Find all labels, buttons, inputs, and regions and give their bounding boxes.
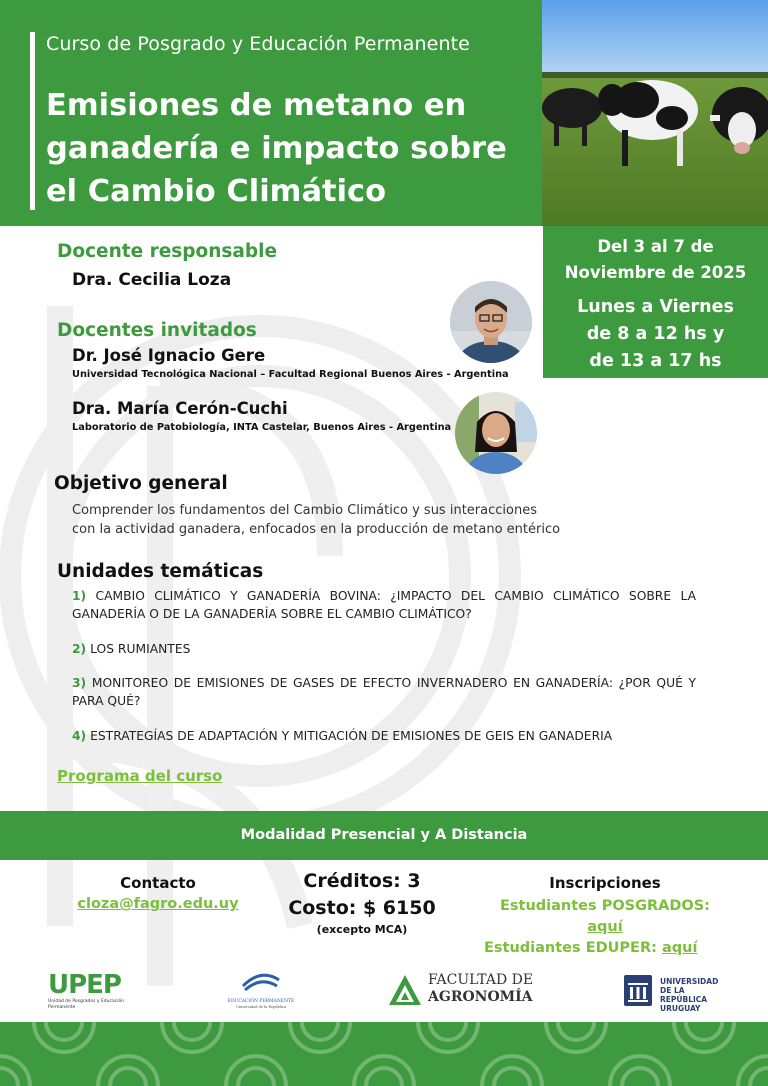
schedule-hours-2: de 13 a 17 hs — [589, 351, 722, 371]
ep-logo-text: EDUCACIÓN PERMANENTE — [227, 999, 295, 1004]
footer-pattern — [0, 1022, 768, 1086]
header-subtitle: Curso de Posgrado y Educación Permanente — [46, 33, 470, 55]
contacto-email-link[interactable]: cloza@fagro.edu.uy — [77, 896, 239, 912]
objetivo-line: Comprender los fundamentos del Cambio Climático y sus interacciones — [72, 503, 537, 518]
upep-logo-subtext: Unidad de Posgrados y Educación Permanente — [48, 999, 125, 1010]
unidad-text: MONITOREO DE EMISIONES DE GASES DE EFECTO INVERNADERO EN GANADERÍA: ¿POR QUÉ Y PARA QUÉ? — [72, 676, 696, 708]
schedule-days: Lunes a Viernes — [577, 297, 734, 317]
unidad-number: 4) — [72, 729, 87, 743]
unidad-item — [72, 640, 696, 658]
creditos-text: Créditos: 3 — [303, 870, 421, 892]
date-range: Del 3 al 7 de — [597, 237, 714, 256]
modalidad-band: Modalidad Presencial y A Distancia — [0, 811, 768, 860]
ep-logo-subtext: Universidad de la República — [235, 1005, 287, 1009]
inscripciones-section — [480, 874, 730, 959]
objetivo-line: con la actividad ganadera, enfocados en la producción de metano entérico — [72, 522, 561, 537]
fagro-line2: AGRONOMÍA — [428, 989, 533, 1005]
title-line: el Cambio Climático — [46, 174, 387, 209]
date-schedule-box — [543, 226, 768, 378]
cows-photo — [542, 0, 768, 226]
programa-link[interactable]: Programa del curso — [57, 767, 223, 785]
udelar-line: URUGUAY — [660, 1004, 701, 1013]
unidad-text: CAMBIO CLIMÁTICO Y GANADERÍA BOVINA: ¿IMPACTO DEL CAMBIO CLIMÁTICO SOBRE LA GANADERÍA O DE LA GANADERÍA SOBRE EL CAMBIO CLIMÁTICO? — [72, 589, 696, 621]
unidad-text: LOS RUMIANTES — [90, 642, 191, 656]
invitado-affiliation: Laboratorio de Patobiología, INTA Castelar, Buenos Aires - Argentina — [72, 422, 452, 433]
unidad-number: 1) — [72, 589, 87, 603]
header-banner — [0, 0, 542, 226]
header-accent-bar — [30, 32, 35, 210]
date-month: Noviembre de 2025 — [564, 263, 747, 282]
course-title — [46, 84, 536, 213]
ep-swirl-icon — [239, 970, 283, 994]
invitado-affiliation: Universidad Tecnológica Nacional – Facultad Regional Buenos Aires - Argentina — [72, 369, 509, 380]
upep-logo-text: UPEP — [48, 970, 121, 1000]
invitado-name: Dra. María Cerón-Cuchi — [72, 399, 288, 418]
docente-responsable-heading: Docente responsable — [57, 241, 278, 262]
title-line: Emisiones de metano en — [46, 88, 467, 123]
facultad-agronomia-logo — [388, 972, 548, 1008]
docente-responsable-name: Dra. Cecilia Loza — [72, 270, 232, 290]
costo-note: (excepto MCA) — [316, 923, 408, 936]
contacto-heading: Contacto — [120, 874, 196, 892]
invitado-name: Dr. José Ignacio Gere — [72, 346, 266, 365]
inscripcion-posgrado — [480, 896, 730, 938]
objetivo-text — [72, 501, 612, 539]
unidad-number: 2) — [72, 642, 87, 656]
inscripciones-heading: Inscripciones — [549, 874, 661, 892]
posgrado-label: Estudiantes POSGRADOS: — [500, 898, 710, 914]
unidad-item — [72, 674, 696, 710]
udelar-text — [660, 977, 734, 1013]
unidad-text: ESTRATEGÍAS DE ADAPTACIÓN Y MITIGACIÓN DE EMISIONES DE GEIS EN GANADERIA — [90, 729, 613, 743]
schedule-hours-1: de 8 a 12 hs y — [586, 324, 725, 344]
udelar-shield-icon — [624, 975, 652, 1006]
fagro-line1: FACULTAD DE — [428, 972, 534, 988]
posgrado-aqui-link[interactable]: aquí — [587, 919, 623, 935]
fagro-triangle-icon — [388, 974, 422, 1006]
unidad-item — [72, 727, 696, 745]
creditos-section — [272, 868, 452, 938]
title-line: ganadería e impacto sobre — [46, 131, 507, 166]
udelar-logo — [624, 975, 734, 1013]
docentes-invitados-heading: Docentes invitados — [57, 320, 257, 341]
upep-logo — [48, 971, 138, 1011]
costo-text: Costo: $ 6150 — [288, 897, 436, 919]
portrait-ceron — [455, 392, 537, 474]
unidad-item — [72, 587, 696, 623]
inscripcion-eduper — [480, 938, 730, 959]
unidades-heading: Unidades temáticas — [57, 561, 264, 582]
portrait-gere — [450, 281, 532, 363]
unidad-number: 3) — [72, 676, 87, 690]
contacto-section — [58, 874, 258, 912]
educacion-permanente-logo — [226, 970, 296, 1010]
udelar-line: DE LA REPÚBLICA — [660, 986, 708, 1004]
eduper-label: Estudiantes EDUPER: — [484, 940, 657, 956]
udelar-line: UNIVERSIDAD — [660, 977, 719, 986]
eduper-aqui-link[interactable]: aquí — [661, 940, 698, 956]
objetivo-heading: Objetivo general — [54, 473, 228, 494]
